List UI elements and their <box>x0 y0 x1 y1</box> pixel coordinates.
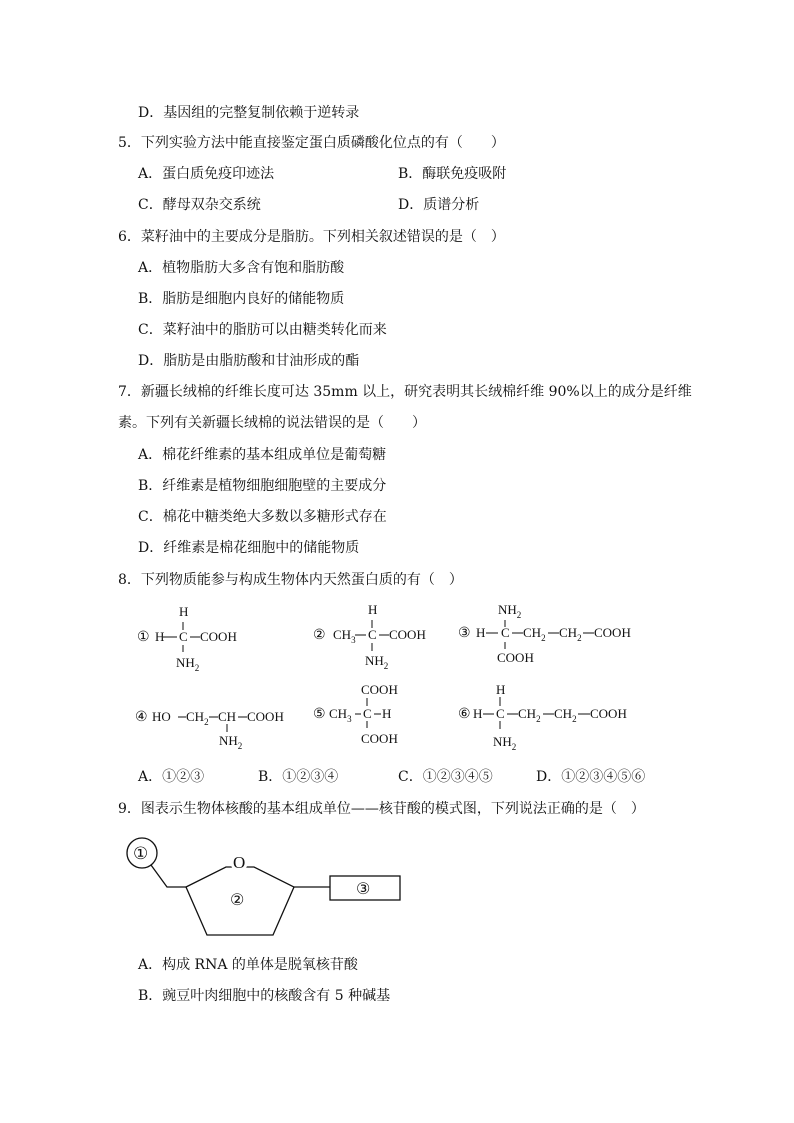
s2-right-cooh: COOH <box>389 627 426 642</box>
s4-ch2: $CH_2$ <box>186 709 209 727</box>
q9-option-a: A．构成 RNA 的单体是脱氧核苷酸 <box>138 957 358 973</box>
s2-center-c: C <box>368 627 377 642</box>
s6-ch2-a: $CH_2$ <box>518 706 541 724</box>
s3-number: ③ <box>458 626 471 641</box>
s3-right-cooh: COOH <box>594 625 631 640</box>
phosphate-link <box>151 865 186 887</box>
q8-stem: 8．下列物质能参与构成生物体内天然蛋白质的有（ ） <box>118 572 463 588</box>
s3-left-h: H <box>476 625 486 640</box>
q8-option-a: A．①②③ <box>138 769 205 785</box>
q7-stem-line2: 素。下列有关新疆长绒棉的说法错误的是（ ） <box>118 415 426 431</box>
q6-option-d: D．脂肪是由脂肪酸和甘油形成的酯 <box>138 353 360 369</box>
s5-center-c: C <box>363 706 372 721</box>
phosphate-label: ① <box>133 844 149 863</box>
s4-left-ho: HO <box>152 709 171 724</box>
s6-right-cooh: COOH <box>590 706 627 721</box>
s3-bottom-cooh: COOH <box>497 650 534 665</box>
s5-top-cooh: COOH <box>361 682 398 697</box>
s6-bottom-nh2: $NH_2$ <box>493 734 517 752</box>
s6-number: ⑥ <box>458 707 471 722</box>
s3-ch2-a: $CH_2$ <box>523 625 546 643</box>
s1-left-h: H <box>155 629 165 644</box>
s6-center-c: C <box>496 706 505 721</box>
s4-center-ch: CH <box>218 709 237 724</box>
s2-number: ② <box>313 628 326 643</box>
s1-center-c: C <box>179 629 188 644</box>
q8-option-b: B．①②③④ <box>258 769 339 785</box>
amino-acid-structures <box>0 600 794 760</box>
s5-bottom-cooh: COOH <box>361 731 398 746</box>
q5-option-c: C．酵母双杂交系统 <box>138 197 261 213</box>
s2-bottom-nh2: $NH_2$ <box>365 653 389 671</box>
s1-number: ① <box>137 630 150 645</box>
q8-option-c: C．①②③④⑤ <box>398 769 493 785</box>
s5-number: ⑤ <box>313 707 326 722</box>
s5-right-h: H <box>382 706 392 721</box>
q7-option-c: C．棉花中糖类绝大多数以多糖形式存在 <box>138 509 387 525</box>
s4-number: ④ <box>135 710 148 725</box>
s2-left-ch3: $CH_3$ <box>333 627 356 645</box>
q5-option-b: B．酶联免疫吸附 <box>398 166 507 182</box>
s1-top-h: H <box>179 604 189 619</box>
s6-left-h: H <box>473 706 483 721</box>
pentose-label: ② <box>230 892 245 909</box>
base-label: ③ <box>356 881 371 898</box>
ring-oxygen: O <box>233 853 246 872</box>
s3-top-nh2: $NH_2$ <box>498 602 522 620</box>
q9-stem: 9．图表示生物体核酸的基本组成单位——核苷酸的模式图，下列说法正确的是（ ） <box>118 801 645 817</box>
q6-option-a: A．植物脂肪大多含有饱和脂肪酸 <box>138 260 345 276</box>
s4-bottom-nh2: $NH_2$ <box>219 733 243 751</box>
q6-option-c: C．菜籽油中的脂肪可以由糖类转化而来 <box>138 322 387 338</box>
s4-right-cooh: COOH <box>247 709 284 724</box>
s5-left-ch3: $CH_3$ <box>329 706 352 724</box>
q6-stem: 6．菜籽油中的主要成分是脂肪。下列相关叙述错误的是（ ） <box>118 229 505 245</box>
q7-stem-line1: 7．新疆长绒棉的纤维长度可达 35mm 以上，研究表明其长绒棉纤维 90%以上的成分是纤维 <box>118 384 692 400</box>
q7-option-b: B．纤维素是植物细胞细胞壁的主要成分 <box>138 478 387 494</box>
q4-option-d: D．基因组的完整复制依赖于逆转录 <box>138 105 360 121</box>
q5-option-d: D．质谱分析 <box>398 197 480 213</box>
q7-option-a: A．棉花纤维素的基本组成单位是葡萄糖 <box>138 447 387 463</box>
q5-option-a: A．蛋白质免疫印迹法 <box>138 166 275 182</box>
q6-option-b: B．脂肪是细胞内良好的储能物质 <box>138 291 345 307</box>
nucleotide-diagram <box>0 830 794 950</box>
q5-stem: 5．下列实验方法中能直接鉴定蛋白质磷酸化位点的有（ ） <box>118 135 505 151</box>
q9-option-b: B．豌豆叶肉细胞中的核酸含有 5 种碱基 <box>138 988 391 1004</box>
s2-top-h: H <box>368 602 378 617</box>
s6-top-h: H <box>496 682 506 697</box>
s1-bottom-nh2: $NH_2$ <box>176 655 200 673</box>
s6-ch2-b: $CH_2$ <box>554 706 577 724</box>
s3-center-c: C <box>501 625 510 640</box>
s3-ch2-b: $CH_2$ <box>559 625 582 643</box>
q8-option-d: D．①②③④⑤⑥ <box>536 769 646 785</box>
s1-right-cooh: COOH <box>200 629 237 644</box>
q7-option-d: D．纤维素是棉花细胞中的储能物质 <box>138 540 360 556</box>
